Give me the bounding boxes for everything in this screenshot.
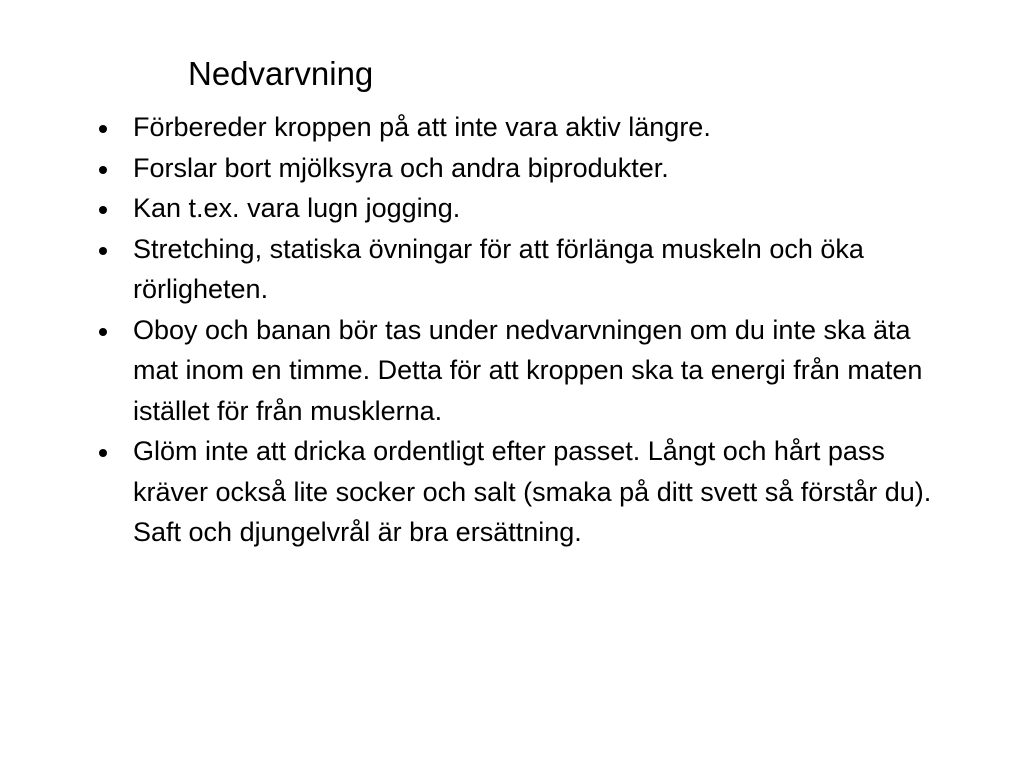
bullet-item-1: [96, 107, 956, 148]
bullet-text-1: Förbereder kroppen på att inte vara aktiv längre.: [133, 112, 711, 142]
bullet-dot-icon: [99, 125, 107, 133]
bullet-dot-icon: [99, 166, 107, 174]
bullet-item-4: [96, 229, 956, 310]
bullet-text-3: Kan t.ex. vara lugn jogging.: [133, 193, 461, 223]
bullet-dot-icon: [99, 247, 107, 255]
bullet-dot-icon: [99, 328, 107, 336]
slide-title: Nedvarvning: [188, 55, 374, 92]
bullet-text-5: Oboy och banan bör tas under nedvarvningen om du inte ska äta mat inom en timme. Detta för att kroppen ska ta energi från maten istället för från musklerna.: [133, 314, 923, 426]
bullet-text-6: Glöm inte att dricka ordentligt efter passet. Långt och hårt pass kräver också lite socker och salt (smaka på ditt svett så förstår du). Saft och djungelvrål är bra ersättning.: [133, 436, 932, 547]
bullet-dot-icon: [99, 449, 107, 457]
bullet-item-2: [96, 148, 956, 189]
bullet-dot-icon: [99, 206, 107, 214]
bullet-item-6: [96, 431, 956, 553]
bullet-item-5: [96, 310, 956, 432]
bullet-item-3: [96, 188, 956, 229]
bullet-list: [96, 107, 956, 553]
bullet-text-4: Stretching, statiska övningar för att förlänga muskeln och öka rörligheten.: [133, 233, 864, 304]
bullet-text-2: Forslar bort mjölksyra och andra biprodukter.: [133, 152, 669, 183]
